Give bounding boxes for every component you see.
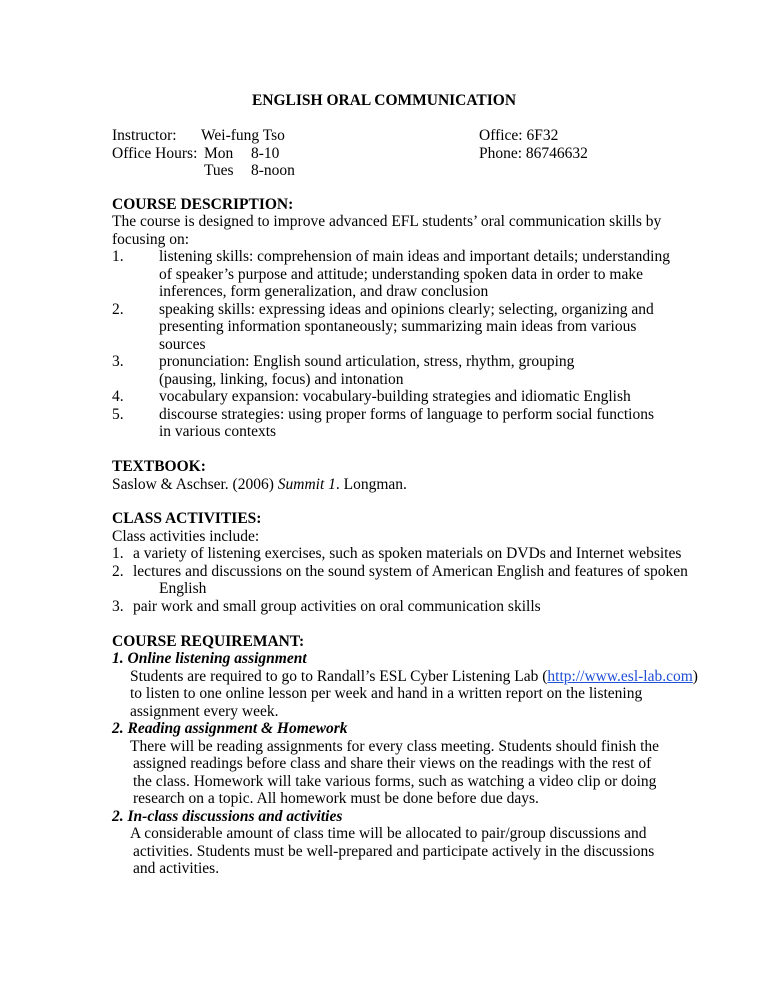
requirement-text-part: ): [692, 668, 698, 685]
requirement-text: to listen to one online lesson per week and hand in a written report on the listening: [130, 685, 643, 702]
document-title: ENGLISH ORAL COMMUNICATION: [251, 92, 517, 109]
list-number: 4.: [112, 388, 124, 405]
citation-text: Saslow & Aschser. (2006): [112, 476, 278, 493]
requirement-text: activities. Students must be well-prepared and participate actively in the discussions: [133, 843, 655, 860]
office-hours-day: Tues: [204, 162, 234, 179]
list-item-text: a variety of listening exercises, such as spoken materials on DVDs and Internet websites: [133, 545, 682, 562]
list-item-text: pronunciation: English sound articulation, stress, rhythm, grouping: [159, 353, 575, 370]
list-item-text: English: [159, 580, 207, 597]
office-number: Office: 6F32: [479, 127, 559, 144]
requirement-text: assigned readings before class and share their views on the readings with the rest of: [133, 755, 652, 772]
requirement-text: research on a topic. All homework must be done before due days.: [133, 790, 539, 807]
list-number: 3.: [112, 353, 124, 370]
instructor-name: Wei-fung Tso: [201, 127, 285, 144]
list-item-text: pair work and small group activities on oral communication skills: [133, 598, 541, 615]
esl-lab-link[interactable]: http://www.esl-lab.com: [547, 668, 693, 685]
activities-intro: Class activities include:: [112, 528, 260, 545]
requirement-text: and activities.: [133, 860, 220, 877]
requirement-text: A considerable amount of class time will be allocated to pair/group discussions and: [130, 825, 647, 842]
section-heading-course-description: COURSE DESCRIPTION:: [112, 196, 294, 213]
list-number: 1.: [112, 248, 124, 265]
list-number: 3.: [112, 598, 124, 615]
section-heading-class-activities: CLASS ACTIVITIES:: [112, 510, 262, 527]
list-item-text: in various contexts: [159, 423, 277, 440]
list-item-text: of speaker’s purpose and attitude; understanding spoken data in order to make: [159, 266, 643, 283]
requirement-title: 2. Reading assignment & Homework: [112, 720, 348, 737]
list-item-text: sources: [159, 336, 206, 353]
list-item-text: lectures and discussions on the sound system of American English and features of spoken: [133, 563, 688, 580]
list-item-text: (pausing, linking, focus) and intonation: [159, 371, 404, 388]
description-text: focusing on:: [112, 231, 190, 248]
office-hours-time: 8-noon: [251, 162, 295, 179]
list-number: 5.: [112, 406, 124, 423]
list-item-text: presenting information spontaneously; summarizing main ideas from various: [159, 318, 637, 335]
requirement-text: assignment every week.: [130, 703, 279, 720]
office-hours-day: Mon: [204, 145, 234, 162]
citation-text: . Longman.: [335, 476, 407, 493]
requirement-text: There will be reading assignments for every class meeting. Students should finish the: [130, 738, 660, 755]
office-hours-time: 8-10: [251, 145, 280, 162]
office-hours-label: Office Hours:: [112, 145, 198, 162]
instructor-label: Instructor:: [112, 127, 177, 144]
list-item-text: speaking skills: expressing ideas and opinions clearly; selecting, organizing and: [159, 301, 654, 318]
requirement-text-part: Students are required to go to Randall’s ESL Cyber Listening Lab (: [130, 668, 548, 685]
phone-number: Phone: 86746632: [479, 145, 588, 162]
list-number: 1.: [112, 545, 124, 562]
list-item-text: discourse strategies: using proper forms of language to perform social functions: [159, 406, 655, 423]
requirement-title: 1. Online listening assignment: [112, 650, 307, 667]
requirement-text: the class. Homework will take various forms, such as watching a video clip or doing: [133, 773, 657, 790]
description-text: The course is designed to improve advanced EFL students’ oral communication skills by: [112, 213, 662, 230]
list-item-text: inferences, form generalization, and draw conclusion: [159, 283, 489, 300]
book-title: Summit 1: [277, 476, 336, 493]
requirement-text: [130, 668, 698, 686]
list-number: 2.: [112, 563, 124, 580]
textbook-citation: [112, 476, 407, 494]
section-heading-textbook: TEXTBOOK:: [112, 458, 206, 475]
requirement-title: 2. In-class discussions and activities: [112, 808, 343, 825]
list-item-text: vocabulary expansion: vocabulary-building strategies and idiomatic English: [159, 388, 631, 405]
list-number: 2.: [112, 301, 124, 318]
list-item-text: listening skills: comprehension of main ideas and important details; understanding: [159, 248, 670, 265]
section-heading-course-requirement: COURSE REQUIREMANT:: [112, 633, 305, 650]
